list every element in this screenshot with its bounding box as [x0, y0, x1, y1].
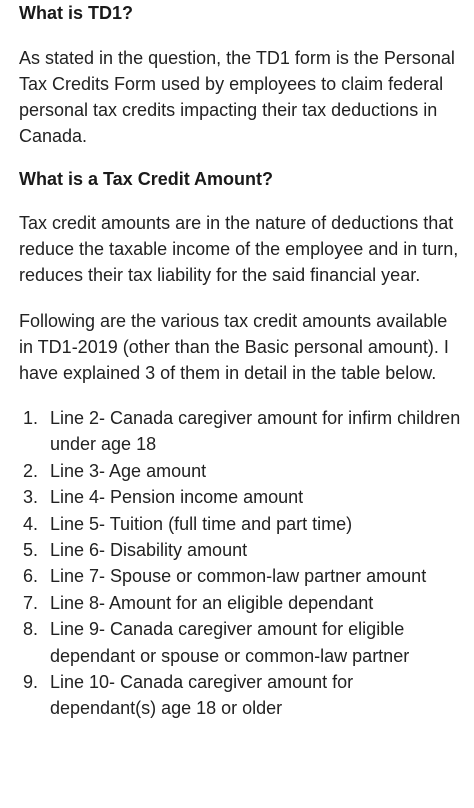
list-item-number: 3. — [23, 487, 39, 508]
list-item — [19, 511, 464, 537]
list-item — [19, 590, 464, 616]
list-item-text: Line 3- Age amount — [50, 460, 207, 481]
list-item-text: Line 5- Tuition (full time and part time) — [50, 513, 353, 534]
list-item-number: 4. — [23, 513, 39, 534]
list-item — [19, 563, 464, 589]
list-item-text: Line 4- Pension income amount — [50, 487, 304, 508]
list-item-text: Line 7- Spouse or common-law partner amount — [50, 566, 427, 587]
document-body — [19, 0, 464, 722]
heading-tax-credit-amount: What is a Tax Credit Amount? — [19, 169, 274, 189]
paragraph-td1-definition: As stated in the question, the TD1 form is the Personal Tax Credits Form used by employees to claim federal personal tax credits impacting their tax deductions in Canada. — [19, 48, 455, 146]
paragraph-following-amounts: Following are the various tax credit amounts available in TD1-2019 (other than the Basic personal amount). I have explained 3 of them in detail in the table below. — [19, 311, 449, 383]
list-item — [19, 616, 464, 669]
paragraph-tax-credit-definition: Tax credit amounts are in the nature of deductions that reduce the taxable income of the employee and in turn, reduces their tax liability for the said financial year. — [19, 213, 459, 285]
heading-what-is-td1: What is TD1? — [19, 3, 134, 23]
list-item — [19, 537, 464, 563]
list-item — [19, 458, 464, 484]
list-item-number: 9. — [23, 672, 39, 693]
list-item-number: 8. — [23, 619, 39, 640]
list-item-text: Line 8- Amount for an eligible dependant — [50, 592, 374, 613]
list-item-number: 5. — [23, 540, 39, 561]
list-item — [19, 405, 464, 458]
list-item — [19, 484, 464, 510]
list-item-text: Line 6- Disability amount — [50, 540, 248, 561]
list-item-number: 1. — [23, 408, 39, 428]
tax-credit-lines-list — [19, 405, 464, 722]
list-item-text: Line 9- Canada caregiver amount for eligible dependant or spouse or common-law partner — [50, 619, 410, 666]
list-item-number: 6. — [23, 566, 39, 587]
list-item-number: 7. — [23, 592, 39, 613]
list-item — [19, 669, 464, 722]
list-item-text: Line 10- Canada caregiver amount for dependant(s) age 18 or older — [50, 672, 354, 719]
list-item-text: Line 2- Canada caregiver amount for infirm children under age 18 — [50, 408, 461, 455]
list-item-number: 2. — [23, 460, 39, 481]
